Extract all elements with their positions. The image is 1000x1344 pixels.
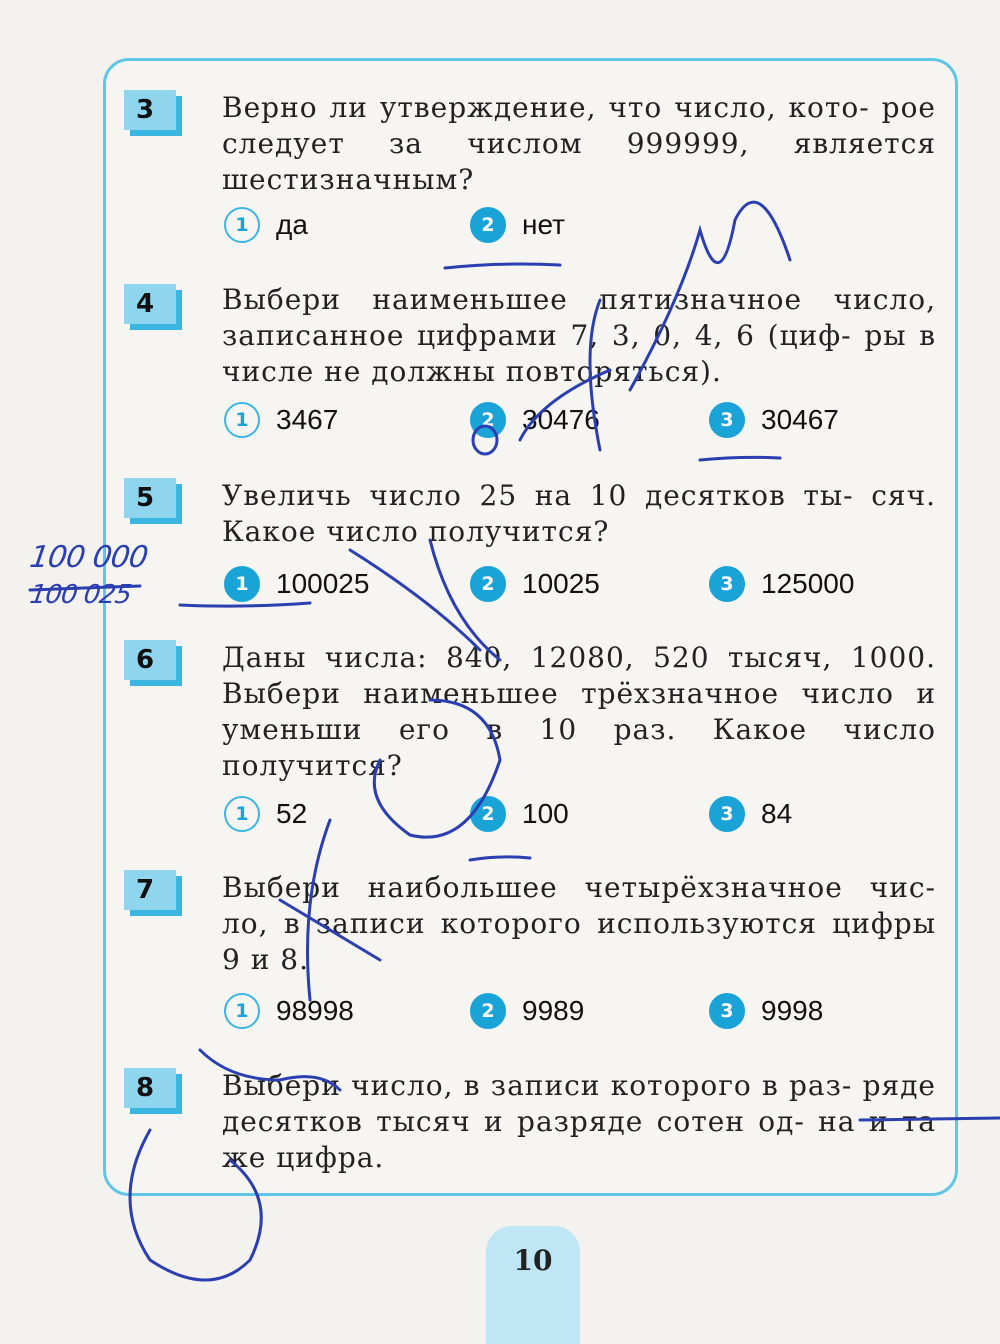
answer-option[interactable] <box>709 796 792 832</box>
option-label: 100025 <box>276 568 370 599</box>
option-label: 30467 <box>761 404 839 435</box>
option-label: 9998 <box>761 995 824 1026</box>
option-label: 98998 <box>276 995 354 1026</box>
handwritten-note: 100 000 <box>27 540 150 575</box>
option-label: 84 <box>761 798 793 829</box>
question-text: Верно ли утверждение, что число, кото- рое следует за числом 999999, является шестизначным? <box>222 91 936 196</box>
answer-option[interactable] <box>709 566 854 602</box>
task-number: 5 <box>124 478 176 518</box>
answer-option[interactable] <box>224 566 369 602</box>
option-number-badge: 1 <box>224 402 260 438</box>
answer-option[interactable] <box>224 796 307 832</box>
answer-option[interactable] <box>709 993 823 1029</box>
option-label: 10025 <box>522 568 600 599</box>
answer-option[interactable] <box>224 207 308 243</box>
option-label: 3467 <box>276 404 339 435</box>
answer-option[interactable] <box>470 402 600 438</box>
question-text: Увеличь число 25 на 10 десятков ты- сяч. Какое число получится? <box>222 479 936 548</box>
option-number-badge: 1 <box>224 796 260 832</box>
option-number-badge: 3 <box>709 402 745 438</box>
option-label: 52 <box>276 798 308 829</box>
answer-option[interactable] <box>470 993 584 1029</box>
answer-option[interactable] <box>224 993 354 1029</box>
option-number-badge: 3 <box>709 796 745 832</box>
question-text: Даны числа: 840, 12080, 520 тысяч, 1000. Выбери наименьшее трёхзначное число и уменьши его в 10 раз. Какое число получится? <box>222 641 936 782</box>
option-number-badge: 2 <box>470 993 506 1029</box>
option-label: да <box>276 209 308 240</box>
option-label: 125000 <box>761 568 855 599</box>
option-number-badge: 2 <box>470 402 506 438</box>
option-number-badge: 1 <box>224 207 260 243</box>
handwritten-note: 100 025 <box>27 580 133 610</box>
question-text: Выбери наименьшее пятизначное число, записанное цифрами 7, 3, 0, 4, 6 (циф- ры в числе не должны повторяться). <box>222 283 936 388</box>
option-label: 100 <box>522 798 569 829</box>
option-label: 9989 <box>522 995 585 1026</box>
question-text: Выбери наибольшее четырёхзначное чис- ло, в записи которого используются цифры 9 и 8. <box>222 871 936 976</box>
option-number-badge: 3 <box>709 566 745 602</box>
answer-option[interactable] <box>709 402 839 438</box>
question-text: Выбери число, в записи которого в раз- ряде десятков тысяч и разряде сотен од- на и та же цифра. <box>222 1069 936 1174</box>
answer-option[interactable] <box>470 207 565 243</box>
task-number: 8 <box>124 1068 176 1108</box>
answer-option[interactable] <box>470 796 569 832</box>
option-number-badge: 2 <box>470 207 506 243</box>
option-label: 30476 <box>522 404 600 435</box>
option-number-badge: 2 <box>470 566 506 602</box>
option-number-badge: 3 <box>709 993 745 1029</box>
option-label: нет <box>522 209 565 240</box>
task-number: 7 <box>124 870 176 910</box>
answer-option[interactable] <box>470 566 600 602</box>
option-number-badge: 1 <box>224 993 260 1029</box>
option-number-badge: 1 <box>224 566 260 602</box>
page-number: 10 <box>486 1226 580 1344</box>
option-number-badge: 2 <box>470 796 506 832</box>
task-number: 4 <box>124 284 176 324</box>
task-number: 3 <box>124 90 176 130</box>
answer-option[interactable] <box>224 402 338 438</box>
task-number: 6 <box>124 640 176 680</box>
